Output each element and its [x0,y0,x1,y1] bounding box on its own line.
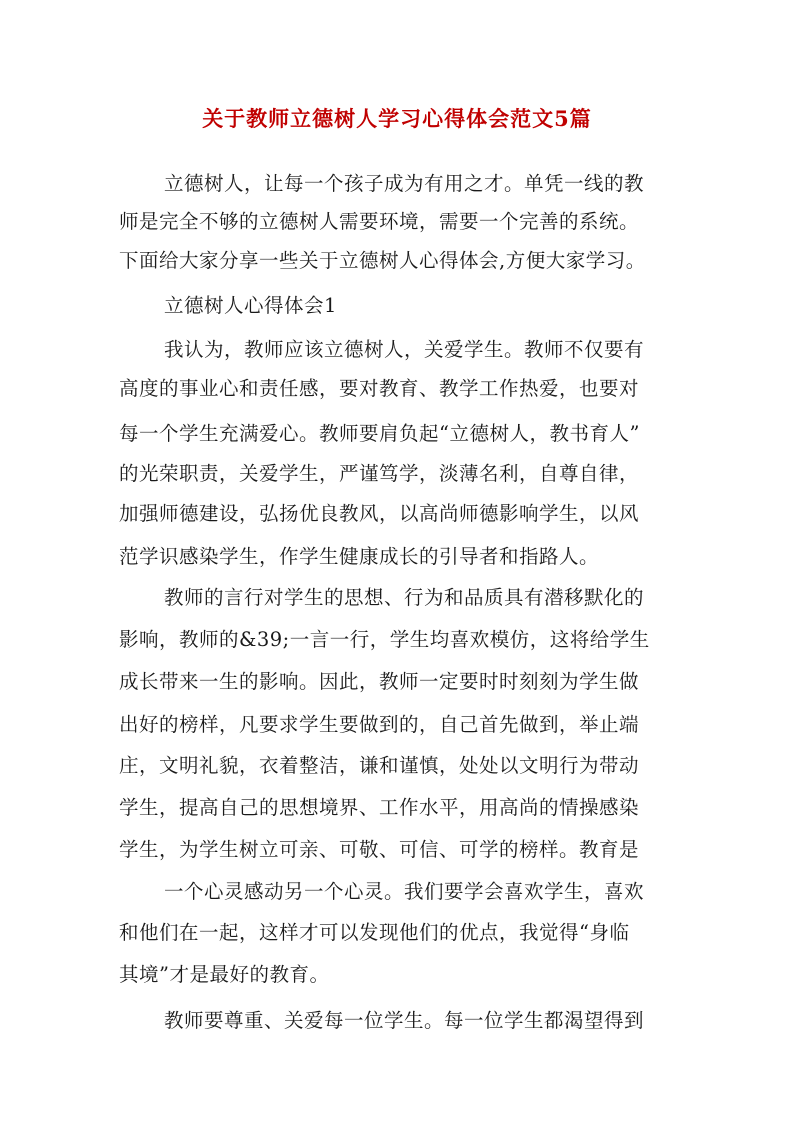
paragraph-line: 教师要尊重、关爱每一位学生。每一位学生都渴望得到 [164,1009,645,1032]
paragraph-line: 下面给大家分享一些关于立德树人心得体会,方便大家学习。 [119,249,646,272]
paragraph-line: 我认为，教师应该立德树人，关爱学生。教师不仅要有 [164,338,645,361]
paragraph-line: 一个心灵感动另一个心灵。我们要学会喜欢学生，喜欢 [164,880,645,903]
paragraph-line: 师是完全不够的立德树人需要环境，需要一个完善的系统。 [119,210,640,233]
paragraph-line: 学生，为学生树立可亲、可敬、可信、可学的榜样。教育是 [119,838,640,861]
paragraph-line: 高度的事业心和责任感，要对教育、教学工作热爱，也要对 [119,377,640,400]
paragraph-line: 每一个学生充满爱心。教师要肩负起“立德树人，教书育人” [119,422,640,445]
paragraph-line: 立德树人，让每一个孩子成为有用之才。单凭一线的教 [164,172,645,195]
paragraph-line: 出好的榜样，凡要求学生要做到的，自己首先做到，举止端 [119,713,640,736]
paragraph-line: 其境”才是最好的教育。 [119,963,330,986]
paragraph-line: 范学识感染学生，作学生健康成长的引导者和指路人。 [119,545,600,568]
paragraph-line: 的光荣职责，关爱学生，严谨笃学，淡薄名利，自尊自律， [119,462,640,485]
paragraph-line: 加强师德建设，弘扬优良教风，以高尚师德影响学生，以风 [119,502,640,525]
paragraph-line: 学生，提高自己的思想境界、工作水平，用高尚的情操感染 [119,796,640,819]
section-heading: 立德树人心得体会1 [164,294,337,317]
paragraph-line: 影响，教师的&39;一言一行，学生均喜欢模仿，这将给学生 [119,628,650,651]
document-title: 关于教师立德树人学习心得体会范文5篇 [202,106,592,131]
paragraph-line: 庄，文明礼貌，衣着整洁，谦和谨慎，处处以文明行为带动 [119,754,640,777]
paragraph-line: 成长带来一生的影响。因此，教师一定要时时刻刻为学生做 [119,670,640,693]
paragraph-line: 教师的言行对学生的思想、行为和品质具有潜移默化的 [164,586,645,609]
paragraph-line: 和他们在一起，这样才可以发现他们的优点，我觉得“身临 [119,921,630,944]
